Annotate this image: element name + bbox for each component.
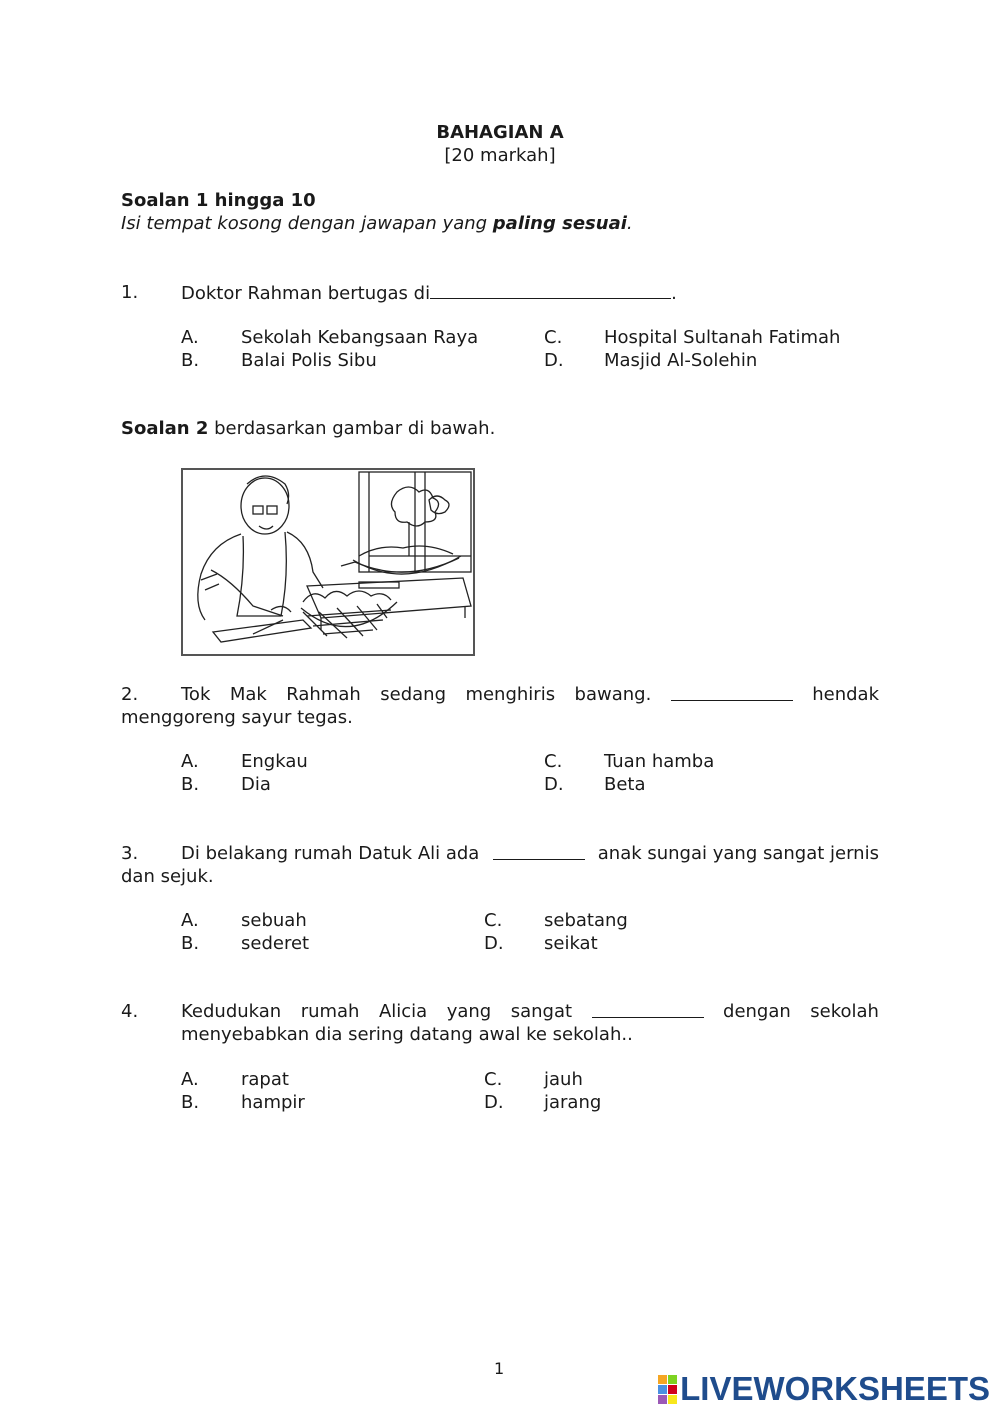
cutting-board-drawing: [213, 620, 311, 642]
liveworksheets-logo[interactable]: [658, 1370, 990, 1408]
q4-stem-line1: [181, 1001, 879, 1022]
q4-word: Kedudukan: [181, 1001, 282, 1022]
q4-option-d-letter[interactable]: D.: [484, 1092, 504, 1113]
q2-number: 2.: [121, 684, 139, 705]
liveworksheets-logo-icon: [658, 1375, 677, 1404]
q2-option-d-text[interactable]: Beta: [604, 774, 646, 795]
q4-word: Alicia: [378, 1001, 428, 1022]
instruction-end: .: [626, 213, 633, 234]
q3-option-b-letter[interactable]: B.: [181, 933, 200, 954]
q1-option-c-text[interactable]: Hospital Sultanah Fatimah: [604, 327, 841, 348]
q4-stem-line2: menyebabkan dia sering datang awal ke sekolah..: [181, 1024, 633, 1045]
instruction-text: [121, 213, 633, 234]
page-number: 1: [494, 1359, 505, 1378]
q4-number: 4.: [121, 1001, 139, 1022]
q1-option-c-letter[interactable]: C.: [544, 327, 563, 348]
q3-answer-blank[interactable]: [493, 843, 585, 860]
q1-option-d-letter[interactable]: D.: [544, 350, 564, 371]
q1-option-b-letter[interactable]: B.: [181, 350, 200, 371]
question-range-label: Soalan 1 hingga 10: [121, 190, 316, 211]
q2-option-c-letter[interactable]: C.: [544, 751, 563, 772]
q1-option-a-text[interactable]: Sekolah Kebangsaan Raya: [241, 327, 479, 348]
liveworksheets-brand-text: LIVEWORKSHEETS: [680, 1370, 990, 1407]
q2-stem-line1: [181, 684, 879, 705]
q3-number: 3.: [121, 843, 139, 864]
instruction-lead: Isi tempat kosong dengan jawapan yang: [121, 213, 493, 234]
q2-word: Rahmah: [286, 684, 361, 705]
q4-answer-blank[interactable]: [592, 1001, 704, 1018]
q2-answer-blank[interactable]: [671, 684, 793, 701]
q3-option-a-text[interactable]: sebuah: [241, 910, 307, 931]
q2-intro-label: Soalan 2: [121, 418, 209, 439]
q4-word: sekolah: [810, 1001, 879, 1022]
q3-text-before: Di belakang rumah Datuk Ali ada: [181, 843, 480, 864]
q2-word: Tok: [181, 684, 211, 705]
q4-word: sangat: [510, 1001, 573, 1022]
q3-text-after: anak sungai yang sangat jernis: [597, 843, 879, 864]
q1-option-a-letter[interactable]: A.: [181, 327, 199, 348]
q1-end: .: [671, 283, 677, 304]
q2-word: hendak: [812, 684, 879, 705]
q1-stem: [181, 282, 677, 304]
q2-option-a-text[interactable]: Engkau: [241, 751, 308, 772]
q2-word: bawang.: [574, 684, 652, 705]
grandmother-head: [241, 478, 289, 534]
q2-option-d-letter[interactable]: D.: [544, 774, 564, 795]
q3-option-d-letter[interactable]: D.: [484, 933, 504, 954]
q4-option-d-text[interactable]: jarang: [544, 1092, 602, 1113]
q3-stem-line1: [181, 843, 879, 864]
q4-option-c-text[interactable]: jauh: [544, 1069, 583, 1090]
q4-option-c-letter[interactable]: C.: [484, 1069, 503, 1090]
q3-option-a-letter[interactable]: A.: [181, 910, 199, 931]
q2-intro-text: berdasarkan gambar di bawah.: [208, 418, 496, 439]
q2-intro: [121, 418, 495, 439]
q4-word: yang: [446, 1001, 492, 1022]
q1-number: 1.: [121, 282, 139, 303]
q4-word: dengan: [723, 1001, 791, 1022]
q4-option-a-letter[interactable]: A.: [181, 1069, 199, 1090]
q4-word: rumah: [300, 1001, 360, 1022]
instruction-emphasis: paling sesuai: [492, 213, 627, 234]
cooking-illustration: [181, 468, 475, 656]
q4-option-b-text[interactable]: hampir: [241, 1092, 305, 1113]
q1-answer-blank[interactable]: [430, 282, 671, 299]
q3-stem-line2: dan sejuk.: [121, 866, 214, 887]
q1-text: Doktor Rahman bertugas di: [181, 283, 431, 304]
q2-option-a-letter[interactable]: A.: [181, 751, 199, 772]
q4-option-a-text[interactable]: rapat: [241, 1069, 289, 1090]
q1-option-b-text[interactable]: Balai Polis Sibu: [241, 350, 377, 371]
q1-option-d-text[interactable]: Masjid Al-Solehin: [604, 350, 758, 371]
q3-option-d-text[interactable]: seikat: [544, 933, 598, 954]
q2-word: sedang: [380, 684, 446, 705]
section-marks: [20 markah]: [444, 145, 556, 166]
q2-stem-line2: menggoreng sayur tegas.: [121, 707, 353, 728]
q3-option-c-text[interactable]: sebatang: [544, 910, 628, 931]
q3-option-c-letter[interactable]: C.: [484, 910, 503, 931]
section-title: BAHAGIAN A: [436, 122, 564, 143]
q2-option-c-text[interactable]: Tuan hamba: [604, 751, 715, 772]
grandmother-cooking-drawing: [183, 470, 473, 654]
q2-word: Mak: [229, 684, 267, 705]
grandmother-body: [198, 534, 241, 620]
q2-option-b-letter[interactable]: B.: [181, 774, 200, 795]
q2-option-b-text[interactable]: Dia: [241, 774, 271, 795]
q4-option-b-letter[interactable]: B.: [181, 1092, 200, 1113]
q3-option-b-text[interactable]: sederet: [241, 933, 310, 954]
q2-word: menghiris: [465, 684, 556, 705]
